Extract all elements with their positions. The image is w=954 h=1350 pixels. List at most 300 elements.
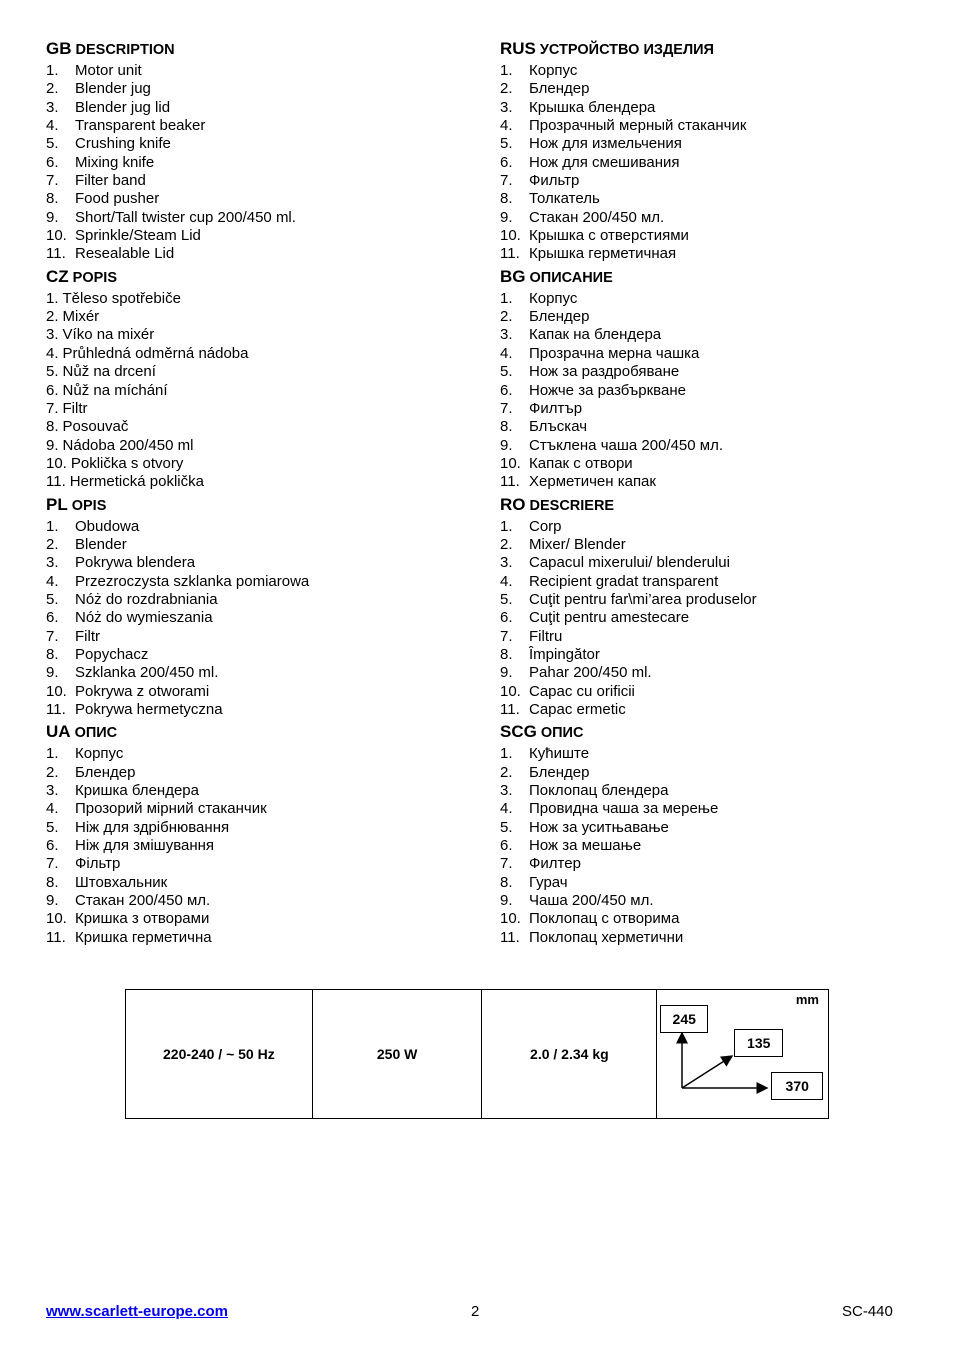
- item-number: 9.: [500, 664, 513, 682]
- item-label: Крышка герметичная: [529, 245, 677, 263]
- item-number: 10.: [500, 227, 521, 245]
- item-number: 2.: [46, 308, 59, 326]
- section-heading: УСТРОЙСТВО ИЗДЕЛИЯ: [539, 42, 714, 58]
- list-item: [500, 837, 920, 855]
- list-item: [500, 326, 920, 344]
- item-number: 5.: [46, 135, 59, 153]
- list-item: [46, 837, 466, 855]
- item-label: Штовхальник: [75, 873, 168, 891]
- list-item: [500, 855, 920, 873]
- section-title-pl: [46, 494, 466, 516]
- model-number: SC-440: [842, 1303, 893, 1320]
- item-number: 7.: [46, 399, 59, 417]
- item-label: Гурач: [529, 873, 568, 891]
- item-number: 8.: [500, 418, 513, 436]
- item-label: Ніж для змішування: [75, 837, 215, 855]
- list-item: [500, 518, 920, 536]
- list-item: [500, 135, 920, 153]
- item-label: Ножче за разбъркване: [529, 381, 686, 399]
- item-number: 9.: [500, 208, 513, 226]
- weight-cell: 2.0 / 2.34 kg: [482, 990, 657, 1119]
- item-label: Food pusher: [75, 190, 160, 208]
- list-item: [46, 782, 466, 800]
- item-label: Кришка герметична: [75, 928, 212, 946]
- item-label: Чаша 200/450 мл.: [529, 892, 654, 910]
- item-label: Przezroczysta szklanka pomiarowa: [75, 572, 310, 590]
- list-item: [46, 437, 466, 455]
- item-label: Поклопац херметични: [529, 928, 684, 946]
- item-label: Mixing knife: [75, 153, 155, 171]
- parts-list-rus: [500, 62, 920, 264]
- item-label: Поклопац блендера: [529, 782, 669, 800]
- list-item: [500, 819, 920, 837]
- list-item: [500, 764, 920, 782]
- item-label: Толкатель: [529, 190, 600, 208]
- language-code: UA: [46, 722, 71, 742]
- item-label: Филтер: [529, 855, 581, 873]
- item-label: Провидна чаша за мерење: [529, 800, 719, 818]
- item-label: Filtr: [62, 399, 88, 417]
- list-item: [500, 800, 920, 818]
- item-number: 5.: [500, 135, 513, 153]
- section-title-gb: [46, 38, 466, 60]
- list-item: [46, 135, 466, 153]
- item-label: Херметичен капак: [529, 473, 656, 491]
- section-title-ro: [500, 494, 920, 516]
- item-label: Mixér: [62, 308, 100, 326]
- item-label: Blender jug: [75, 80, 151, 98]
- list-item: [500, 536, 920, 554]
- list-item: [500, 80, 920, 98]
- list-item: [46, 518, 466, 536]
- item-label: Corp: [529, 517, 562, 535]
- list-item: [500, 573, 920, 591]
- item-number: 3.: [500, 326, 513, 344]
- language-code: GB: [46, 39, 72, 58]
- item-number: 11.: [500, 928, 520, 946]
- item-label: Filtru: [529, 627, 563, 645]
- item-number: 6.: [500, 837, 513, 855]
- right-column: [500, 38, 920, 949]
- item-number: 10.: [500, 682, 521, 700]
- item-label: Nůž na drcení: [62, 363, 156, 381]
- list-item: [500, 363, 920, 381]
- list-item: [46, 745, 466, 763]
- item-number: 5.: [500, 590, 513, 608]
- item-label: Poklička s otvory: [70, 454, 184, 472]
- item-label: Blender: [75, 535, 127, 553]
- item-number: 7.: [500, 399, 513, 417]
- list-item: [500, 154, 920, 172]
- item-label: Капак с отвори: [529, 454, 633, 472]
- list-item: [46, 573, 466, 591]
- item-number: 8.: [46, 190, 59, 208]
- list-item: [46, 382, 466, 400]
- item-label: Blender jug lid: [75, 98, 171, 116]
- item-label: Фильтр: [529, 172, 580, 190]
- item-number: 7.: [500, 172, 513, 190]
- parts-list-gb: [46, 62, 466, 264]
- item-number: 1.: [500, 289, 513, 307]
- item-number: 3.: [46, 782, 59, 800]
- list-item: [46, 701, 466, 719]
- item-number: 2.: [500, 308, 513, 326]
- item-number: 2.: [46, 80, 59, 98]
- item-number: 6.: [500, 609, 513, 627]
- item-number: 11.: [500, 701, 520, 718]
- list-item: [500, 782, 920, 800]
- list-item: [46, 929, 466, 947]
- item-label: Szklanka 200/450 ml.: [75, 664, 219, 682]
- item-label: Popychacz: [75, 645, 149, 663]
- item-number: 6.: [46, 609, 59, 627]
- item-label: Recipient gradat transparent: [529, 572, 719, 590]
- list-item: [46, 154, 466, 172]
- list-item: [46, 664, 466, 682]
- section-title-rus: [500, 38, 920, 60]
- list-item: [500, 609, 920, 627]
- section-heading: DESCRIERE: [529, 497, 615, 514]
- item-label: Нож за уситњавање: [529, 818, 669, 836]
- item-label: Těleso spotřebiče: [62, 289, 181, 307]
- item-label: Nóż do wymieszania: [75, 609, 213, 627]
- list-item: [46, 80, 466, 98]
- list-item: [46, 99, 466, 117]
- list-item: [46, 764, 466, 782]
- list-item: [46, 245, 466, 263]
- list-item: [46, 62, 466, 80]
- item-number: 7.: [500, 855, 513, 873]
- item-number: 11.: [46, 928, 66, 946]
- item-label: Нож за раздробяване: [529, 363, 680, 381]
- item-number: 1.: [46, 62, 59, 79]
- item-label: Crushing knife: [75, 135, 171, 153]
- language-code: BG: [500, 266, 526, 286]
- list-item: [46, 646, 466, 664]
- item-label: Cuţit pentru amestecare: [529, 609, 690, 627]
- list-item: [500, 874, 920, 892]
- item-label: Sprinkle/Steam Lid: [75, 227, 201, 245]
- item-number: 10.: [500, 910, 521, 928]
- list-item: [46, 855, 466, 873]
- item-number: 1.: [500, 62, 513, 79]
- item-number: 9.: [500, 436, 513, 454]
- list-item: [46, 800, 466, 818]
- list-item: [500, 400, 920, 418]
- item-number: 5.: [46, 363, 59, 381]
- section-heading: POPIS: [72, 269, 117, 286]
- section-title-bg: [500, 266, 920, 288]
- list-item: [46, 308, 466, 326]
- item-number: 1.: [46, 517, 59, 535]
- list-item: [500, 664, 920, 682]
- width-value: 135: [734, 1029, 783, 1057]
- section-heading: ОПИС: [540, 725, 584, 742]
- item-number: 2.: [46, 763, 59, 781]
- language-code: PL: [46, 494, 68, 514]
- item-label: Posouvač: [62, 418, 129, 436]
- item-label: Стъклена чаша 200/450 мл.: [529, 436, 724, 454]
- section-title-cz: [46, 266, 466, 288]
- specifications-table: [125, 989, 829, 1119]
- dimensions-cell: [657, 990, 829, 1119]
- item-number: 3.: [500, 782, 513, 800]
- list-item: [46, 819, 466, 837]
- list-item: [500, 892, 920, 910]
- list-item: [46, 554, 466, 572]
- item-label: Кришка з отворами: [75, 910, 210, 928]
- list-item: [500, 418, 920, 436]
- length-value: 370: [771, 1072, 823, 1100]
- item-label: Pokrywa blendera: [75, 554, 196, 572]
- item-number: 7.: [46, 855, 59, 873]
- list-item: [500, 683, 920, 701]
- item-label: Блъскач: [529, 418, 588, 436]
- list-item: [500, 745, 920, 763]
- item-label: Hermetická poklička: [69, 473, 204, 491]
- dimensions-unit: mm: [795, 992, 819, 1007]
- item-label: Корпус: [75, 745, 124, 763]
- item-number: 9.: [46, 892, 59, 910]
- item-label: Блендер: [529, 308, 590, 326]
- item-number: 7.: [46, 172, 59, 190]
- item-label: Capacul mixerului/ blenderului: [529, 554, 730, 572]
- item-number: 6.: [46, 837, 59, 855]
- item-label: Capac cu orificii: [529, 682, 635, 700]
- section-heading: ОПИСАНИЕ: [529, 269, 613, 286]
- list-item: [46, 609, 466, 627]
- item-number: 6.: [500, 153, 513, 171]
- item-number: 7.: [500, 627, 513, 645]
- item-number: 9.: [46, 664, 59, 682]
- item-label: Împingător: [529, 645, 600, 663]
- item-label: Filtr: [75, 627, 100, 645]
- item-label: Капак на блендера: [529, 326, 662, 344]
- language-code: SCG: [500, 722, 537, 742]
- item-label: Filter band: [75, 172, 146, 190]
- item-number: 11.: [46, 473, 66, 491]
- item-number: 2.: [500, 763, 513, 781]
- list-item: [46, 628, 466, 646]
- item-number: 3.: [46, 554, 59, 572]
- list-item: [500, 245, 920, 263]
- item-number: 6.: [46, 153, 59, 171]
- item-label: Прозорий мірний стаканчик: [75, 800, 267, 818]
- list-item: [500, 190, 920, 208]
- item-number: 3.: [500, 554, 513, 572]
- item-label: Mixer/ Blender: [529, 535, 626, 553]
- item-number: 8.: [46, 418, 59, 436]
- list-item: [46, 190, 466, 208]
- parts-list-ua: [46, 745, 466, 947]
- list-item: [46, 117, 466, 135]
- list-item: [46, 290, 466, 308]
- item-number: 10.: [46, 227, 67, 245]
- list-item: [500, 591, 920, 609]
- language-code: RUS: [500, 39, 536, 58]
- list-item: [500, 290, 920, 308]
- item-label: Нож для измельчения: [529, 135, 682, 153]
- list-item: [500, 308, 920, 326]
- item-label: Cuţit pentru far\mi’area produselor: [529, 590, 757, 608]
- item-label: Průhledná odměrná nádoba: [62, 344, 249, 362]
- item-number: 10.: [46, 454, 67, 472]
- item-label: Прозрачный мерный стаканчик: [529, 117, 747, 135]
- page-number: 2: [471, 1303, 480, 1320]
- item-number: 4.: [500, 117, 513, 135]
- item-label: Филтър: [529, 399, 583, 417]
- item-number: 11.: [500, 473, 520, 491]
- item-label: Крышка с отверстиями: [529, 227, 689, 245]
- list-item: [500, 910, 920, 928]
- item-label: Корпус: [529, 289, 578, 307]
- item-number: 4.: [500, 572, 513, 590]
- item-number: 5.: [500, 363, 513, 381]
- item-label: Nóż do rozdrabniania: [75, 590, 218, 608]
- list-item: [46, 892, 466, 910]
- section-heading: ОПИС: [74, 725, 118, 742]
- item-label: Nádoba 200/450 ml: [62, 436, 194, 454]
- section-heading: OPIS: [71, 497, 107, 514]
- list-item: [46, 209, 466, 227]
- list-item: [500, 99, 920, 117]
- list-item: [46, 536, 466, 554]
- item-number: 1.: [500, 745, 513, 763]
- item-label: Pokrywa hermetyczna: [75, 701, 223, 718]
- list-item: [500, 628, 920, 646]
- list-item: [46, 345, 466, 363]
- item-number: 10.: [500, 454, 521, 472]
- list-item: [500, 62, 920, 80]
- list-item: [46, 227, 466, 245]
- item-label: Resealable Lid: [75, 245, 175, 263]
- item-number: 5.: [46, 818, 59, 836]
- list-item: [46, 591, 466, 609]
- item-label: Transparent beaker: [75, 117, 206, 135]
- section-heading: DESCRIPTION: [75, 42, 175, 58]
- list-item: [500, 473, 920, 491]
- item-label: Pahar 200/450 ml.: [529, 664, 652, 682]
- item-number: 11.: [46, 245, 66, 263]
- list-item: [500, 554, 920, 572]
- list-item: [500, 227, 920, 245]
- left-column: [46, 38, 466, 949]
- item-label: Корпус: [529, 62, 578, 79]
- list-item: [46, 400, 466, 418]
- item-number: 4.: [46, 800, 59, 818]
- voltage-cell: 220-240 / ~ 50 Hz: [126, 990, 313, 1119]
- list-item: [46, 473, 466, 491]
- list-item: [500, 455, 920, 473]
- item-number: 5.: [500, 818, 513, 836]
- item-number: 9.: [46, 436, 59, 454]
- language-code: CZ: [46, 266, 69, 286]
- list-item: [500, 345, 920, 363]
- item-number: 1.: [46, 745, 59, 763]
- item-label: Кришка блендера: [75, 782, 199, 800]
- parts-list-cz: [46, 290, 466, 492]
- item-label: Short/Tall twister cup 200/450 ml.: [75, 208, 296, 226]
- item-number: 4.: [500, 800, 513, 818]
- item-label: Víko na mixér: [62, 326, 155, 344]
- item-number: 5.: [46, 590, 59, 608]
- list-item: [46, 874, 466, 892]
- item-number: 4.: [46, 572, 59, 590]
- item-label: Нож за мешање: [529, 837, 642, 855]
- item-number: 1.: [46, 289, 59, 307]
- item-label: Крышка блендера: [529, 98, 656, 116]
- item-label: Блендер: [529, 80, 590, 98]
- list-item: [500, 382, 920, 400]
- item-number: 2.: [500, 535, 513, 553]
- item-number: 8.: [500, 645, 513, 663]
- item-number: 11.: [46, 701, 66, 718]
- item-label: Nůž na míchání: [62, 381, 168, 399]
- item-number: 3.: [46, 326, 59, 344]
- item-number: 3.: [500, 98, 513, 116]
- item-label: Capac ermetic: [529, 701, 626, 718]
- item-number: 9.: [500, 892, 513, 910]
- list-item: [500, 117, 920, 135]
- item-number: 9.: [46, 208, 59, 226]
- list-item: [500, 172, 920, 190]
- item-number: 3.: [46, 98, 59, 116]
- item-number: 8.: [46, 645, 59, 663]
- item-number: 10.: [46, 910, 67, 928]
- parts-list-pl: [46, 518, 466, 720]
- power-cell: 250 W: [312, 990, 482, 1119]
- item-label: Фільтр: [75, 855, 121, 873]
- item-number: 8.: [46, 873, 59, 891]
- item-number: 8.: [500, 190, 513, 208]
- item-number: 7.: [46, 627, 59, 645]
- item-label: Стакан 200/450 мл.: [75, 892, 211, 910]
- list-item: [46, 326, 466, 344]
- item-label: Pokrywa z otworami: [75, 682, 210, 700]
- item-number: 10.: [46, 682, 67, 700]
- section-title-ua: [46, 721, 466, 743]
- item-number: 2.: [500, 80, 513, 98]
- list-item: [46, 363, 466, 381]
- item-label: Нож для смешивания: [529, 153, 680, 171]
- item-number: 6.: [500, 381, 513, 399]
- item-number: 11.: [500, 245, 520, 263]
- item-label: Стакан 200/450 мл.: [529, 208, 665, 226]
- list-item: [500, 929, 920, 947]
- item-label: Кућиште: [529, 745, 590, 763]
- parts-list-scg: [500, 745, 920, 947]
- list-item: [500, 209, 920, 227]
- list-item: [500, 646, 920, 664]
- language-code: RO: [500, 494, 526, 514]
- item-label: Obudowa: [75, 517, 140, 535]
- website-link[interactable]: www.scarlett-europe.com: [46, 1303, 228, 1320]
- parts-list-ro: [500, 518, 920, 720]
- list-item: [46, 418, 466, 436]
- item-label: Прозрачна мерна чашка: [529, 344, 700, 362]
- item-label: Блендер: [529, 763, 590, 781]
- item-number: 4.: [500, 344, 513, 362]
- item-number: 6.: [46, 381, 59, 399]
- list-item: [46, 455, 466, 473]
- list-item: [46, 683, 466, 701]
- item-number: 1.: [500, 517, 513, 535]
- list-item: [46, 910, 466, 928]
- section-title-scg: [500, 721, 920, 743]
- item-label: Поклопац с отворима: [529, 910, 680, 928]
- item-number: 8.: [500, 873, 513, 891]
- item-label: Блендер: [75, 763, 136, 781]
